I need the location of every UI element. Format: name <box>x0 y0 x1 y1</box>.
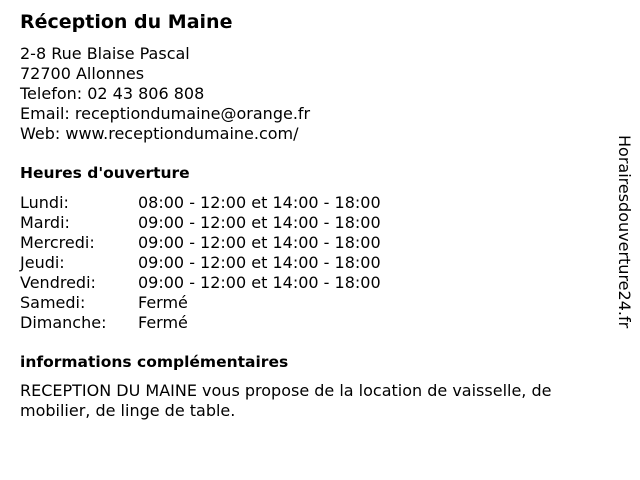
business-card <box>20 8 610 421</box>
website: Web: www.receptiondumaine.com/ <box>20 124 299 143</box>
street-address: 2-8 Rue Blaise Pascal <box>20 44 190 63</box>
city-postcode: 72700 Allonnes <box>20 64 145 83</box>
time-value: Fermé <box>138 293 188 312</box>
day-label: Dimanche: <box>20 313 107 332</box>
hours-row-sunday <box>20 313 610 333</box>
time-value: 08:00 - 12:00 et 14:00 - 18:00 <box>138 193 381 212</box>
time-value: 09:00 - 12:00 et 14:00 - 18:00 <box>138 213 381 232</box>
phone-number: Telefon: 02 43 806 808 <box>20 84 205 103</box>
contact-block <box>20 44 610 144</box>
business-name: Réception du Maine <box>20 11 233 33</box>
day-label: Mardi: <box>20 213 70 232</box>
hours-row-friday <box>20 273 610 293</box>
hours-row-tuesday <box>20 213 610 233</box>
hours-row-saturday <box>20 293 610 313</box>
hours-table <box>20 193 610 333</box>
hours-heading: Heures d'ouverture <box>20 164 190 182</box>
day-label: Mercredi: <box>20 233 95 252</box>
day-label: Samedi: <box>20 293 86 312</box>
day-label: Lundi: <box>20 193 69 212</box>
time-value: 09:00 - 12:00 et 14:00 - 18:00 <box>138 253 381 272</box>
day-label: Jeudi: <box>20 253 65 272</box>
time-value: 09:00 - 12:00 et 14:00 - 18:00 <box>138 233 381 252</box>
hours-row-thursday <box>20 253 610 273</box>
hours-row-wednesday <box>20 233 610 253</box>
day-label: Vendredi: <box>20 273 96 292</box>
info-description: RECEPTION DU MAINE vous propose de la location de vaisselle, de mobilier, de linge de table. <box>20 381 552 420</box>
time-value: Fermé <box>138 313 188 332</box>
email-address: Email: receptiondumaine@orange.fr <box>20 104 311 123</box>
time-value: 09:00 - 12:00 et 14:00 - 18:00 <box>138 273 381 292</box>
hours-row-monday <box>20 193 610 213</box>
info-heading: informations complémentaires <box>20 353 289 371</box>
watermark-label: Horairesdouverture24.fr <box>615 135 634 329</box>
